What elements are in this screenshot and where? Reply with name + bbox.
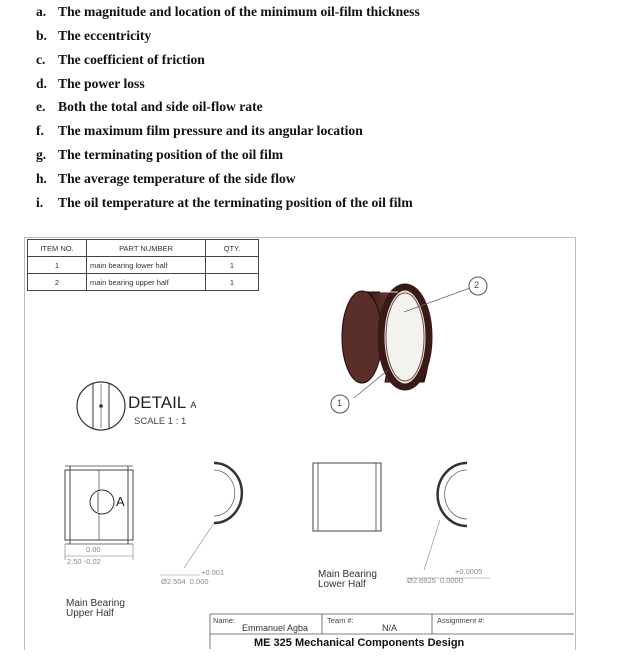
question-a: a. The magnitude and location of the minimum oil-film thickness bbox=[36, 4, 420, 19]
question-f: f. The maximum film pressure and its angular location bbox=[36, 123, 363, 138]
course-title: ME 325 Mechanical Components Design bbox=[254, 637, 465, 649]
bom-cell-item: 1 bbox=[28, 257, 87, 274]
question-h: h. The average temperature of the side flow bbox=[36, 171, 296, 186]
lower-half-label: Main Bearing Lower Half bbox=[318, 569, 377, 590]
upper-half-side-view bbox=[214, 463, 242, 523]
bom-header-item: ITEM NO. bbox=[28, 240, 87, 257]
detail-title: DETAIL A bbox=[128, 393, 197, 412]
detail-symbol bbox=[77, 382, 125, 430]
detail-scale: SCALE 1 : 1 bbox=[134, 416, 187, 427]
bom-cell-item: 2 bbox=[28, 274, 87, 291]
upper-dia-leader bbox=[184, 523, 214, 568]
lower-dia-leader bbox=[424, 520, 440, 570]
lower-half-side-view bbox=[438, 463, 467, 526]
name-value: Emmanuel Agba bbox=[242, 623, 309, 633]
length-tol-plus: 0.00 bbox=[86, 545, 101, 554]
bom-cell-qty: 1 bbox=[206, 257, 259, 274]
team-value: N/A bbox=[382, 623, 398, 633]
bom-cell-qty: 1 bbox=[206, 274, 259, 291]
bom-header-qty: QTY. bbox=[206, 240, 259, 257]
question-c: c. The coefficient of friction bbox=[36, 52, 205, 67]
bom-cell-part: main bearing lower half bbox=[87, 257, 206, 274]
lower-dia-dimension: Ø2.6925 0.0000 bbox=[407, 576, 463, 585]
lower-tol-plus: +0.0005 bbox=[455, 567, 483, 576]
length-dimension: 2.50 -0.02 bbox=[67, 557, 101, 566]
detail-callout-label: A bbox=[116, 494, 125, 509]
balloon-1-number: 1 bbox=[337, 398, 343, 408]
bom-cell-part: main bearing upper half bbox=[87, 274, 206, 291]
question-e: e. Both the total and side oil-flow rate bbox=[36, 99, 263, 114]
balloon-2-number: 2 bbox=[474, 280, 480, 290]
question-g: g. The terminating position of the oil film bbox=[36, 147, 284, 162]
name-label: Name: bbox=[213, 616, 236, 625]
team-label: Team #: bbox=[327, 616, 354, 625]
assignment-label: Assignment #: bbox=[437, 616, 485, 625]
question-b: b. The eccentricity bbox=[36, 28, 152, 43]
lower-half-front-view bbox=[313, 463, 381, 531]
upper-dia-dimension: Ø2.504 0.000 bbox=[161, 577, 209, 586]
question-d: d. The power loss bbox=[36, 76, 145, 91]
upper-half-label: Main Bearing Upper Half bbox=[66, 598, 125, 619]
bom-header-part: PART NUMBER bbox=[87, 240, 206, 257]
upper-tol-plus: +0.001 bbox=[201, 568, 225, 577]
question-i: i. The oil temperature at the terminating position of the oil film bbox=[36, 195, 413, 210]
